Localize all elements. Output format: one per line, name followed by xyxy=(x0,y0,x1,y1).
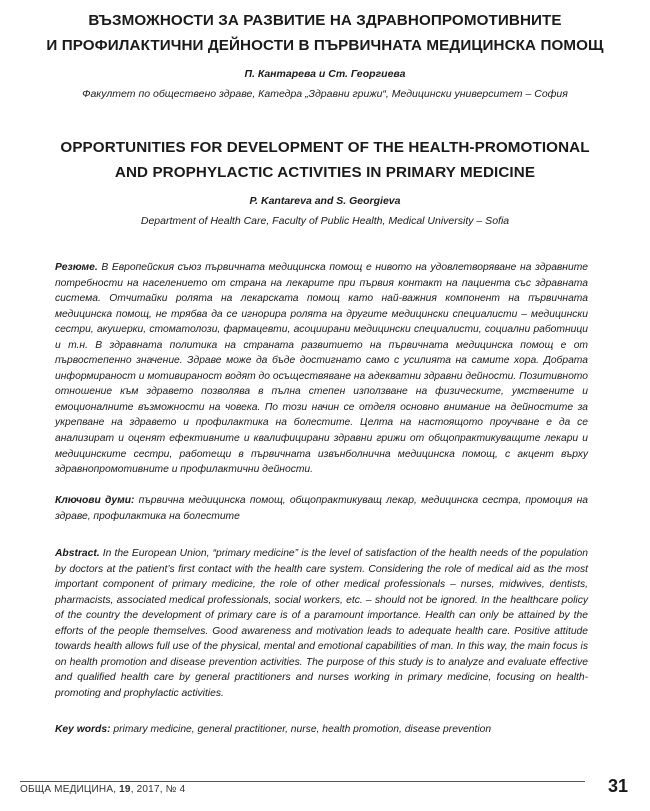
title-en-line1: OPPORTUNITIES FOR DEVELOPMENT OF THE HEALTH-PROMOTIONAL xyxy=(60,139,590,156)
authors-bg: П. Кантарева и Ст. Георгиева xyxy=(244,68,406,80)
footer-volume: 19 xyxy=(119,784,131,795)
footer-journal-name: ОБЩА МЕДИЦИНА, xyxy=(20,784,120,795)
affiliation-bg: Факултет по обществено здраве, Катедра „Здравни грижи“, Медицински университет – София xyxy=(82,88,568,100)
keywords-en-label: Key words: xyxy=(55,724,111,735)
abstract-en-label: Abstract. xyxy=(55,548,100,559)
abstract-bg xyxy=(55,260,588,478)
abstract-en-text: In the European Union, “primary medicine” is the level of satisfaction of the health needs of the population by doctors at the patient’s first contact with the health care system. Considering the role of medical aid as the most important component of primary medicine, the role of other medical professionals – nurses, midwives, dentists, pharmacists, associated medical professionals, social workers, etc. – should not be ignored. In the healthcare policy of the country the development of primary care is of a paramount importance. Health can only be attained by the efforts of the people themselves. Good awareness and motivation leads to adequate health care. Positive attitude towards health allows full use of the physical, mental and emotional capabilities of man. In this way, the main focus is on health promotion and disease prevention activities. The purpose of this study is to analyze and evaluate effective and qualified health care by general practitioners and nurses working in primary medicine, focusing on health-promoting and prophylactic activities. xyxy=(55,548,588,699)
abstract-en xyxy=(55,546,588,701)
title-bg-line1: ВЪЗМОЖНОСТИ ЗА РАЗВИТИЕ НА ЗДРАВНОПРОМОТИВНИТЕ xyxy=(88,12,562,29)
page-number: 31 xyxy=(607,776,628,796)
authors-en: P. Kantareva and S. Georgieva xyxy=(249,195,401,207)
title-bg xyxy=(20,8,630,58)
keywords-en xyxy=(55,722,588,738)
keywords-bg-label: Ключови думи: xyxy=(55,495,135,506)
abstract-bg-label: Резюме. xyxy=(55,262,98,273)
keywords-bg-text: първична медицинска помощ, общопрактикуващ лекар, медицинска сестра, промоция на здраве, профилактика на болестите xyxy=(55,495,588,522)
title-bg-line2: И ПРОФИЛАКТИЧНИ ДЕЙНОСТИ В ПЪРВИЧНАТА МЕДИЦИНСКА ПОМОЩ xyxy=(46,37,604,54)
title-en xyxy=(20,135,630,185)
footer-journal xyxy=(20,784,185,795)
keywords-bg xyxy=(55,493,588,524)
footer-divider xyxy=(20,781,585,782)
keywords-en-text: primary medicine, general practitioner, nurse, health promotion, disease prevention xyxy=(110,724,492,735)
abstract-bg-text: В Европейския съюз първичната медицинска помощ е нивото на удовлетворяване на здравните потребности на населението от страна на лекарите при първия контакт на пациента със здравната система. Отчитайки ролята на лекарската помощ като най-важния компонент на първичната медицинска помощ, не трябва да се игнорира ролята на другите медицински специалисти – медицински сестри, акушерки, стоматолози, фармацевти, асоциирани медицински специалисти, социални работници и т.н. В здравната политика на страната развитието на първичната медицинска помощ е от първостепенно значение. Здраве може да бъде достигнато само с усилията на самите хора. Добрата информираност и мотивираност водят до осъществяване на адекватни здравни дейности. Позитивното отношение към здравето позволява в пълна степен използване на физическите, умствените и емоционалните възможности на човека. По този начин се отделя основно внимание на дейностите за укрепване на здравето и профилактика на болестите. Целта на настоящото проучване е да се анализират и оценят ефективните и квалифицирани здравни грижи от общопрактикуващите лекари и медицинските сестри, работещи в първичната извънболнична медицинска помощ, с акцент върху здравнопромотивните и профилактични дейности. xyxy=(55,262,588,476)
affiliation-en: Department of Health Care, Faculty of Public Health, Medical University – Sofia xyxy=(140,215,510,227)
footer-issue: , 2017, № 4 xyxy=(130,784,186,795)
title-en-line2: AND PROPHYLACTIC ACTIVITIES IN PRIMARY MEDICINE xyxy=(114,164,536,181)
